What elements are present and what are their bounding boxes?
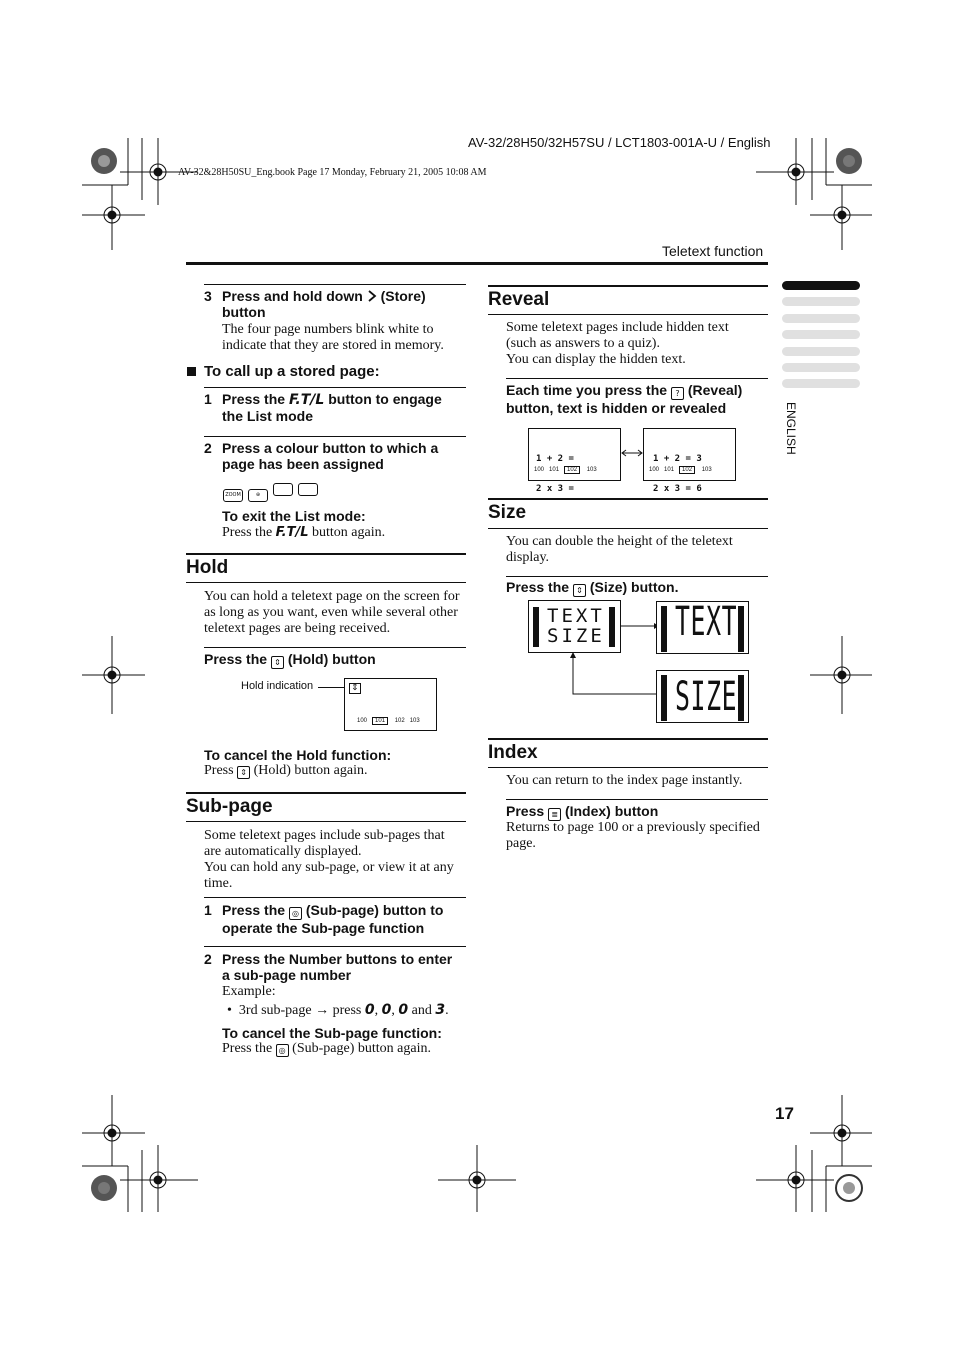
ftl-key-label: F.T/L	[275, 525, 309, 540]
divider	[186, 821, 466, 822]
divider	[488, 528, 768, 529]
text-line: You can double the height of the teletext	[506, 534, 733, 549]
page-number: 101	[664, 467, 675, 473]
index-icon: ≣	[548, 808, 561, 821]
text-line: time.	[204, 876, 233, 891]
text-part: Press	[506, 803, 545, 819]
text-part: Each time you press the	[506, 382, 668, 398]
subpage-step-2	[204, 951, 466, 985]
divider	[186, 582, 466, 583]
text-line: The four page numbers blink white to	[222, 322, 434, 337]
subpage-desc	[204, 828, 454, 892]
side-tab	[782, 363, 860, 372]
divider	[204, 647, 466, 648]
step-text: Press the Number buttons to enter	[222, 951, 453, 967]
text-line: as long as you want, even while several other	[204, 605, 458, 620]
text-part: 3rd sub-page → press	[238, 1003, 362, 1018]
text-part: Press	[204, 763, 234, 778]
step-text: (Store)	[380, 288, 426, 304]
colour-button-icon	[298, 483, 318, 496]
text-line: You can hold a teletext page on the screen for	[204, 589, 460, 604]
size-cycle-arrows	[568, 622, 660, 698]
exit-list-text	[222, 525, 385, 541]
divider	[204, 897, 466, 898]
text-part: (Reveal)	[687, 382, 743, 398]
page-number-selected: 102	[564, 466, 580, 474]
screen-bar	[738, 675, 744, 721]
hold-indicator-icon: ⇕	[351, 683, 359, 693]
store-desc	[222, 322, 444, 354]
page-number: 100	[649, 467, 660, 473]
section-rule	[488, 498, 768, 500]
enlarged-text: SIZE	[675, 674, 738, 720]
subpage-step-1	[204, 902, 466, 936]
text-part: and	[411, 1003, 432, 1018]
text-line: are automatically displayed.	[204, 844, 362, 859]
text-part: Press the	[222, 525, 273, 540]
page-numbers	[534, 467, 602, 473]
hold-icon: ⇕	[237, 766, 250, 779]
divider	[204, 436, 466, 437]
subpage-icon: ◎	[289, 907, 302, 920]
header-rule	[186, 262, 768, 265]
text-line: page.	[506, 836, 536, 851]
text-line: Some teletext pages include sub-pages that	[204, 828, 445, 843]
page-number: 100	[534, 467, 545, 473]
size-icon: ⇕	[573, 584, 586, 597]
text-line: 1 + 2 =	[536, 454, 574, 464]
zoom-button-icon: ZOOM	[223, 489, 243, 502]
hold-indication-label: Hold indication	[241, 680, 314, 692]
divider	[506, 799, 768, 800]
subpage-icon: ◎	[276, 1044, 289, 1057]
number-key-label: 0	[398, 1002, 409, 1018]
divider	[488, 314, 768, 315]
screen-bar	[661, 675, 667, 721]
list-step-2	[204, 440, 466, 474]
divider	[204, 946, 466, 947]
index-desc: You can return to the index page instantly.	[506, 773, 743, 788]
number-key-label: 0	[364, 1002, 375, 1018]
page-number-selected: 102	[679, 466, 695, 474]
index-press	[506, 803, 658, 821]
text-part: button, text is hidden or revealed	[506, 400, 727, 416]
text-part: Press the	[204, 651, 268, 667]
reveal-icon: ?	[671, 387, 684, 400]
section-label: Teletext function	[662, 243, 764, 259]
page-number: 103	[409, 718, 420, 724]
subpage-example: Example:	[222, 984, 276, 999]
text-line: display.	[506, 550, 550, 565]
text-line: indicate that they are stored in memory.	[222, 338, 444, 353]
page-number: 17	[775, 1104, 794, 1123]
book-line: AV-32&28H50SU_Eng.book Page 17 Monday, February 21, 2005 10:08 AM	[178, 167, 487, 178]
number-key-label: 0	[381, 1002, 392, 1018]
step-text: (Sub-page) button to	[305, 902, 444, 918]
text-line: You can hold any sub-page, or view it at any	[204, 860, 454, 875]
section-rule	[488, 738, 768, 740]
hold-screen	[344, 678, 437, 731]
size-title: Size	[488, 502, 527, 523]
step-number: 1	[204, 902, 212, 918]
subpage-bullet: • 3rd sub-page → press 0, 0, 0 and 3.	[227, 1002, 449, 1018]
index-title: Index	[488, 742, 538, 763]
text-part: (Hold) button	[287, 651, 376, 667]
leader-line	[318, 687, 345, 688]
square-bullet-icon	[187, 367, 196, 376]
store-step	[204, 288, 466, 322]
text-line: Some teletext pages include hidden text	[506, 320, 729, 335]
subpage-title: Sub-page	[186, 796, 273, 817]
page-number-selected: 101	[372, 717, 388, 725]
divider	[506, 576, 768, 577]
section-rule	[186, 553, 466, 555]
step-text: button to engage	[328, 391, 442, 407]
text-part: Press the	[506, 579, 570, 595]
text-line: You can display the hidden text.	[506, 352, 686, 367]
store-arrow-icon	[367, 290, 377, 302]
side-tab	[782, 297, 860, 306]
divider	[204, 387, 466, 388]
text-line: 2 x 3 =	[536, 484, 574, 494]
text-line: (such as answers to a quiz).	[506, 336, 660, 351]
size-desc	[506, 534, 733, 566]
page-numbers	[357, 718, 425, 724]
screen-text	[536, 434, 574, 514]
subpage-cancel-text	[222, 1041, 431, 1057]
step-text: page has been assigned	[222, 456, 384, 472]
language-tab-label: ENGLISH	[784, 402, 798, 455]
hold-icon: ⇕	[271, 656, 284, 669]
divider	[204, 284, 466, 285]
list-step-1	[204, 391, 466, 425]
step-text: Press a colour button to which a	[222, 440, 439, 456]
hold-title: Hold	[186, 557, 229, 578]
page-number: 102	[394, 718, 405, 724]
model-line: AV-32/28H50/32H57SU / LCT1803-001A-U / English	[468, 135, 771, 150]
side-tab	[782, 379, 860, 388]
side-tab	[782, 347, 860, 356]
colour-button-icon	[273, 483, 293, 496]
text-line: Returns to page 100 or a previously specified	[506, 820, 760, 835]
colour-buttons	[223, 483, 323, 502]
subpage-cancel-heading: To cancel the Sub-page function:	[222, 1025, 442, 1041]
text-line: SIZE	[547, 625, 605, 647]
text-part: (Index) button	[564, 803, 659, 819]
side-tab-active	[782, 281, 860, 290]
number-key-label: 3	[435, 1002, 446, 1018]
text-part: Press the	[222, 1041, 273, 1056]
step-number: 2	[204, 951, 212, 967]
step-text: a sub-page number	[222, 967, 352, 983]
teletext-mix-button-icon: ⊕	[248, 489, 268, 502]
text-line: TEXT	[547, 605, 605, 627]
hold-cancel-heading: To cancel the Hold function:	[204, 747, 392, 763]
screen-bar	[661, 606, 667, 652]
exit-list-heading: To exit the List mode:	[222, 508, 366, 524]
page-number: 101	[549, 467, 560, 473]
text-line: teletext pages are being received.	[204, 621, 391, 636]
text-line: 2 x 3 = 6	[653, 484, 702, 494]
size-screen-top-half	[656, 601, 749, 654]
page-number: 103	[586, 467, 597, 473]
text-part: (Hold) button again.	[253, 763, 368, 778]
divider	[488, 767, 768, 768]
step-text: Press and hold down	[222, 288, 363, 304]
text-part: button again.	[312, 525, 386, 540]
text-part: (Size) button.	[589, 579, 679, 595]
size-press	[506, 579, 678, 597]
page-number: 100	[357, 718, 368, 724]
step-text: the List mode	[222, 408, 314, 424]
ftl-key-label: F.T/L	[288, 392, 325, 408]
hold-cancel-text	[204, 763, 367, 779]
reveal-screen-shown	[643, 428, 736, 494]
page-numbers	[649, 467, 717, 473]
step-text: button	[222, 304, 266, 320]
hold-desc	[204, 589, 460, 637]
call-stored-heading: To call up a stored page:	[204, 363, 380, 380]
reveal-press	[506, 382, 742, 416]
size-screen-bottom-half	[656, 670, 749, 723]
step-number: 3	[204, 288, 212, 304]
text-part: (Sub-page) button again.	[292, 1041, 431, 1056]
hold-press	[204, 651, 376, 669]
enlarged-text: TEXT	[675, 601, 738, 645]
section-rule	[488, 285, 768, 287]
step-text: Press the	[222, 391, 286, 407]
step-text: operate the Sub-page function	[222, 920, 425, 936]
text-line: 1 + 2 = 3	[653, 454, 702, 464]
reveal-desc	[506, 320, 729, 368]
step-number: 2	[204, 440, 212, 456]
double-arrow-icon	[620, 448, 644, 458]
step-text: Press the	[222, 902, 286, 918]
side-tab	[782, 330, 860, 339]
index-desc-2	[506, 820, 760, 852]
screen-text	[653, 434, 702, 514]
page-number: 103	[701, 467, 712, 473]
reveal-screen-hidden	[528, 428, 621, 494]
step-number: 1	[204, 391, 212, 407]
reveal-title: Reveal	[488, 289, 550, 310]
screen-bar	[738, 606, 744, 652]
side-tab	[782, 314, 860, 323]
section-rule	[186, 792, 466, 794]
screen-bar	[533, 607, 539, 647]
divider	[506, 378, 768, 379]
